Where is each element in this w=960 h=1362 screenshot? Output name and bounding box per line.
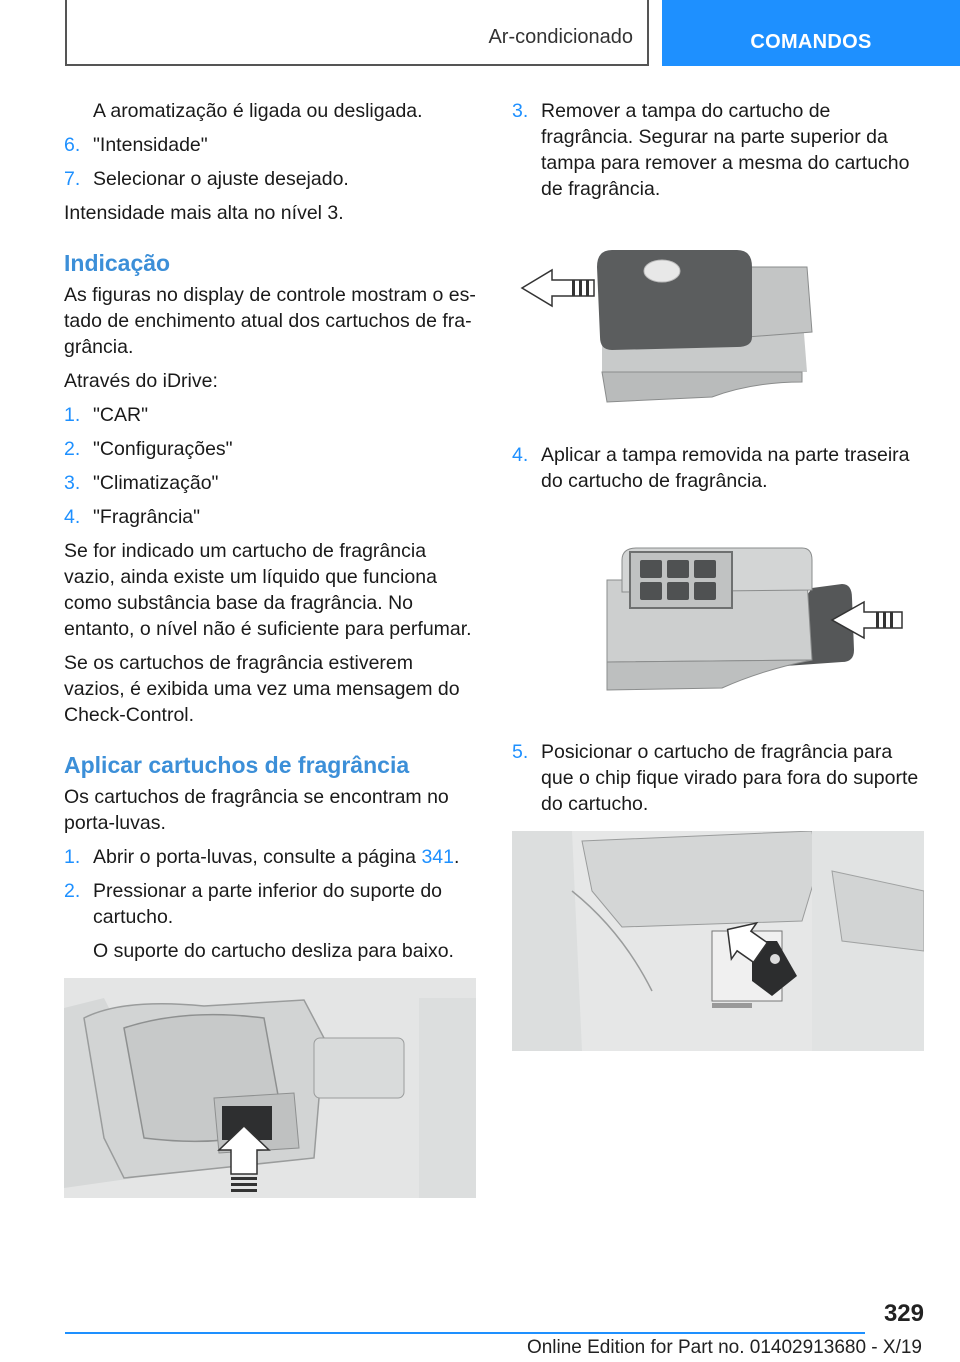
list-number: 6. [64, 134, 81, 156]
section-title: Ar-condicionado [488, 26, 633, 48]
list-number: 1. [64, 404, 81, 426]
step-text: Pressionar a parte inferior do suporte do cartucho. [93, 880, 443, 928]
list-item [64, 166, 476, 192]
heading-aplicar: Aplicar cartuchos de fragrância [64, 752, 410, 778]
page-number: 329 [883, 1300, 924, 1327]
list-text: "Intensidade" [93, 134, 208, 156]
footer-divider [65, 1332, 865, 1334]
apply-cap-illustration [512, 520, 924, 725]
step-item [64, 844, 476, 870]
list-number: 4. [64, 506, 81, 528]
section-tab [65, 0, 649, 66]
list-text: "CAR" [93, 404, 149, 426]
position-cartridge-illustration [512, 831, 924, 1051]
list-item [64, 436, 476, 462]
position-cartridge-svg [512, 831, 924, 1051]
left-column [64, 98, 476, 1198]
step-text-end: . [453, 846, 460, 868]
glovebox-paragraph: Os cartuchos de fragrância se encontram no porta-luvas. [64, 786, 449, 834]
check-control-paragraph: Se os cartuchos de fragrância estiverem vazios, é exibida uma vez uma mensagem do Check-Control. [64, 652, 460, 726]
step-number: 2. [64, 880, 81, 902]
page-header [0, 0, 960, 66]
edition-text: Online Edition for Part no. 01402913680 - X/19 [526, 1337, 922, 1358]
list-item [64, 132, 476, 158]
list-item [64, 504, 476, 530]
step-number: 4. [512, 444, 529, 466]
step-item [512, 739, 924, 817]
remove-cap-illustration [512, 222, 924, 432]
glovebox-holder-illustration [64, 978, 476, 1198]
list-item [64, 470, 476, 496]
remove-cap-svg [512, 222, 924, 432]
chapter-tab: COMANDOS [662, 0, 960, 66]
heading-indicacao: Indicação [64, 250, 171, 276]
step-item [512, 98, 924, 202]
page-link[interactable]: 341 [421, 846, 454, 868]
step-item [512, 442, 924, 494]
step-item [64, 878, 476, 930]
step-number: 3. [512, 100, 529, 122]
step-number: 5. [512, 741, 529, 763]
apply-cap-svg [512, 520, 924, 725]
right-column [512, 98, 924, 1051]
step-text: Posicionar o cartucho de fragrância para que o chip fique virado para fora do suporte do cartucho. [541, 741, 919, 815]
list-item [64, 402, 476, 428]
empty-cartridge-paragraph: Se for indicado um cartucho de fragrância vazio, ainda existe um líquido que funciona como substância base da fragrância. No entanto, o nível não é suficiente para perfumar. [64, 540, 472, 640]
list-number: 7. [64, 168, 81, 190]
list-text: "Configurações" [93, 438, 233, 460]
step-number: 1. [64, 846, 81, 868]
step-text: Aplicar a tampa removida na parte traseira do cartucho de fragrância. [541, 444, 910, 492]
glovebox-holder-svg [64, 978, 476, 1198]
step-text: Remover a tampa do cartucho de fragrância. Segurar na parte superior da tampa para remover a mesma do cartucho de fragrância. [541, 100, 910, 200]
indicacao-paragraph: As figuras no display de controle mostram o estado de enchimento atual dos cartuchos de fragrância. [64, 284, 476, 358]
intro-paragraph: A aromatização é ligada ou desligada. [93, 100, 423, 122]
list-number: 3. [64, 472, 81, 494]
step-text: Abrir o porta-luvas, consulte a página [93, 846, 422, 868]
list-number: 2. [64, 438, 81, 460]
idrive-paragraph: Através do iDrive: [64, 370, 218, 392]
list-text: "Climatização" [93, 472, 219, 494]
step-note: O suporte do cartucho desliza para baixo. [93, 940, 454, 962]
list-text: "Fragrância" [93, 506, 201, 528]
level-paragraph: Intensidade mais alta no nível 3. [64, 202, 344, 224]
list-text: Selecionar o ajuste desejado. [93, 168, 349, 190]
